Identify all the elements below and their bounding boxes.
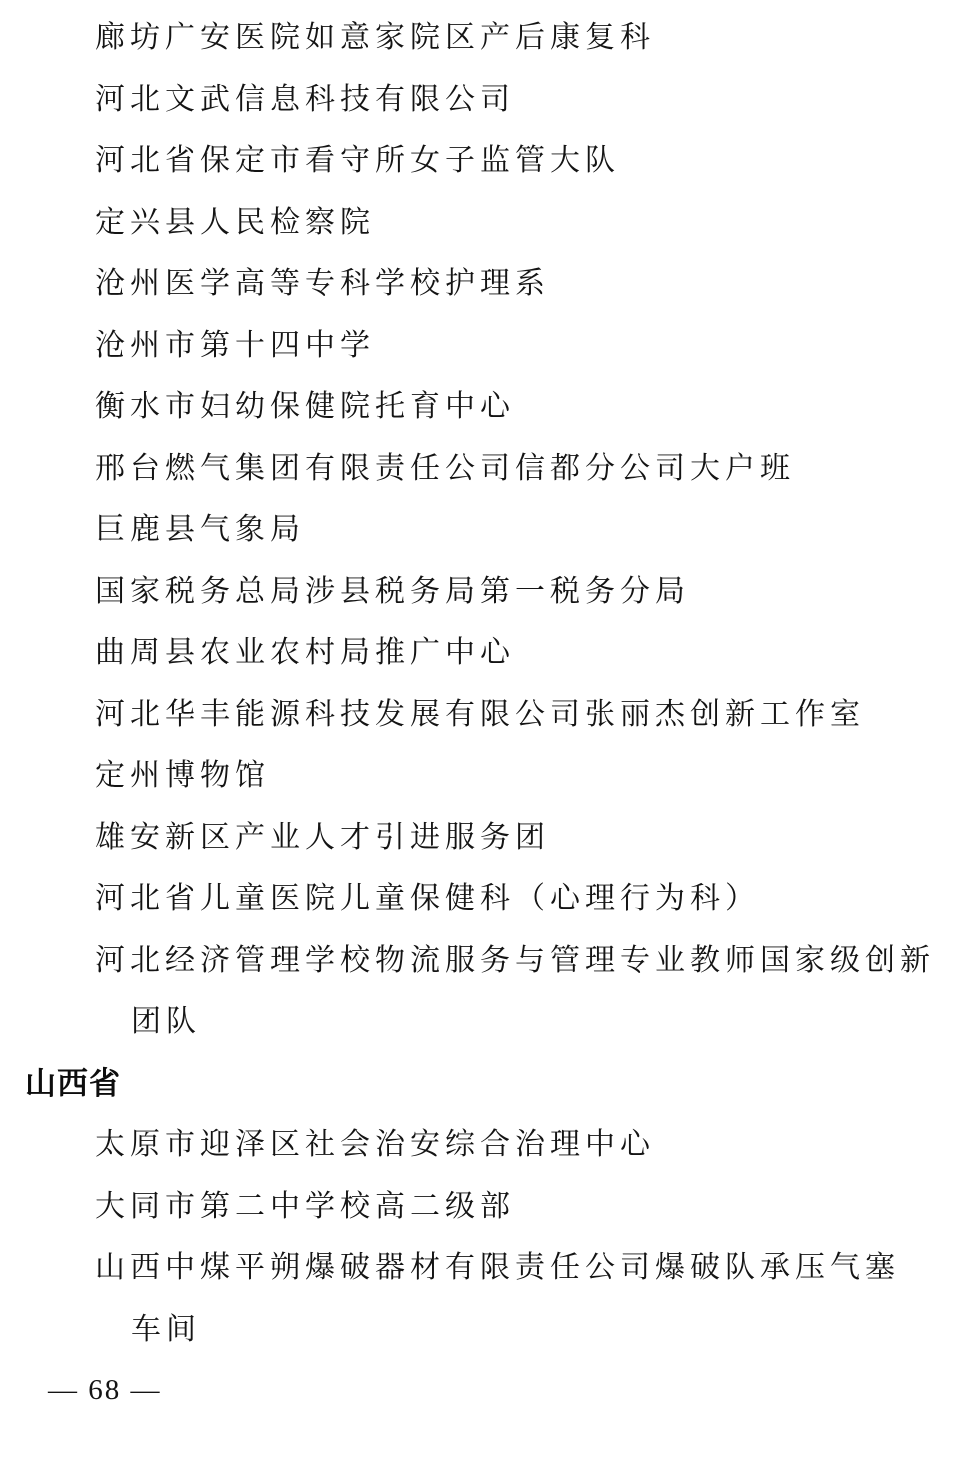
org-item: 衡水市妇幼保健院托育中心	[95, 390, 515, 423]
page-number: — 68 —	[48, 1374, 162, 1406]
org-item: 大同市第二中学校高二级部	[95, 1189, 515, 1223]
org-item: 太原市迎泽区社会治安综合治理中心	[95, 1128, 655, 1161]
org-item: 邢台燃气集团有限责任公司信都分公司大户班	[95, 451, 795, 485]
province-heading: 山西省	[25, 1065, 121, 1101]
org-item: 河北华丰能源科技发展有限公司张丽杰创新工作室	[95, 697, 865, 731]
org-item: 国家税务总局涉县税务局第一税务分局	[95, 574, 690, 608]
org-item: 曲周县农业农村局推广中心	[95, 636, 515, 669]
org-item-continuation-line: 车间	[131, 1312, 201, 1346]
org-item: 沧州医学高等专科学校护理系	[95, 267, 550, 300]
org-list	[0, 7, 960, 1360]
org-item: 沧州市第十四中学	[95, 328, 375, 362]
org-item: 河北文武信息科技有限公司	[95, 82, 515, 116]
org-item: 定州博物馆	[95, 759, 270, 792]
org-item-continuation-line: 团队	[131, 1005, 201, 1038]
org-item: 河北省保定市看守所女子监管大队	[95, 144, 620, 177]
org-item: 巨鹿县气象局	[95, 513, 305, 546]
org-item: 河北省儿童医院儿童保健科（心理行为科）	[95, 882, 760, 915]
org-item: 山西中煤平朔爆破器材有限责任公司爆破队承压气塞	[95, 1251, 900, 1284]
org-item: 定兴县人民检察院	[95, 205, 375, 239]
org-item: 廊坊广安医院如意家院区产后康复科	[95, 21, 655, 54]
org-item: 河北经济管理学校物流服务与管理专业教师国家级创新	[95, 943, 935, 977]
org-item: 雄安新区产业人才引进服务团	[95, 820, 550, 854]
